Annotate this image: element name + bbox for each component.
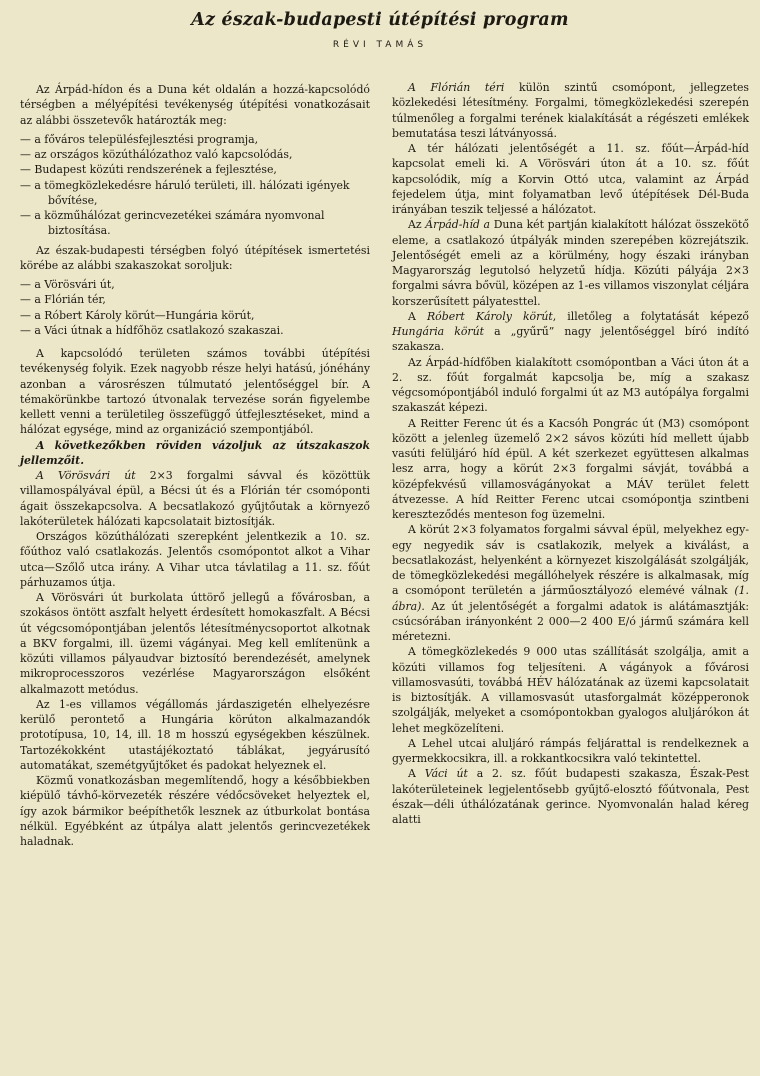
paragraph: Az 1-es villamos végállomás járdaszigetén elhelyezésre kerülő perontető a Hungária körúton alkalmazandók prototípusa, 10, 14, ill. 18 m hosszú egységekben készülnek. Tartozékokként utastájékoztató táblákat, jegyárusító automatákat, szemétgyűjtőket és padokat helyeznek el. (20, 697, 370, 772)
paragraph-emphasis: A következőkben röviden vázoljuk az útszakaszok jellemzőit. (20, 438, 370, 467)
paragraph: Az Árpád-hídfőben kialakított csomópontban a Váci úton át a 2. sz. főút forgalmát kapcsolja be, míg a szakasz végcsomópontjából induló forgalmi út az M3 autópálya forgalmi szakaszát képezi. (392, 355, 749, 415)
list-item: — a Róbert Károly körút—Hungária körút, (20, 308, 255, 322)
list-item: — a közműhálózat gerincvezetékei számára nyomvonal biztosítása. (20, 209, 325, 238)
list-item: — a Flórián tér, (20, 293, 106, 307)
paragraph: A tömegközlekedés 9 000 utas szállítását szolgálja, amit a közúti villamos fog teljesíteni. A vágányok a fővárosi villamosvasúti, továbbá HÉV hálózatának az üzemi kapcsolatait is biztosítják. A villamosvasút utasforgalmát középperonok szolgálják, melyeket a csomópontokban gyalogos aluljárókon át lehet megközelíteni. (392, 645, 749, 735)
section-lead: Hungária körút (392, 325, 485, 338)
article-title: Az észak-budapesti útépítési program (191, 10, 569, 30)
paragraph: A kapcsolódó területen számos további útépítési tevékenység folyik. Ezek nagyobb része helyi hatású, jónéhány azonban a városrészen túlmutató jelentőséggel bír. A témakörünkbe tartozó útvonalak tervezése során figyelembe kellett venni a területileg összefüggő útfejlesztéseket, mind a hálózat egysége, mind az organizáció szempontjából. (20, 347, 370, 437)
paragraph: A Vörösvári út burkolata úttörő jellegű a fővárosban, a szokásos öntött aszfalt helyett érdesített homokaszfalt. A Bécsi út végcsomópontjában jelentős létesítménycsoportot alkotnak a BKV forgalmi, ill. üzemi vágányai. Meg kell említenünk a közúti villamos pályaudvar biztosító berendezését, amelynek mikroprocesszoros vezérlése Magyarországon elsőként alkalmazott metódus. (20, 591, 370, 696)
list-item: — az országos közúthálózathoz való kapcsolódás, (20, 148, 293, 161)
paragraph: Az észak-budapesti térségben folyó útépítések ismertetési körébe az alábbi szakaszokat soroljuk: (20, 243, 370, 272)
paragraph: Közmű vonatkozásban megemlítendő, hogy a későbbiekben kiépülő távhő-körvezeték részére védőcsöveket helyeztek el, így azok bármikor beépíthetők lesznek az útburkolat bontása nélkül. Egyébként az útpálya alatt jelentős gerincvezetékek haladnak. (20, 774, 370, 848)
list-item: — Budapest közúti rendszerének a fejlesztése, (20, 163, 277, 177)
section-lead: Árpád-híd a (425, 218, 491, 232)
paragraph: A Vörösvári út 2×3 forgalmi sávval és közöttük villamospályával épül, a Bécsi út és a Flórián tér csomóponti ágait összekapcsolva. A becsatlakozó gyűjtőutak a környező lakóterületek hálózati kapcsolatait biztosítják. (20, 469, 370, 528)
paragraph: A tér hálózati jelentőségét a 11. sz. főút—Árpád-híd kapcsolat emeli ki. A Vörösvári úton át a 10. sz. főút kapcsolódik, míg a Korvin Ottó utca, valamint az Árpád fejedelem útja, mint folyamatban levő útépítések Dél-Buda irányában teszik teljessé a hálózatot. (392, 142, 749, 216)
paragraph: A Lehel utcai aluljáró rámpás feljárattal is rendelkeznek a gyermekkocsikra, ill. a rokkantkocsikra való tekintettel. (392, 736, 749, 765)
section-lead: A Flórián téri (408, 81, 505, 94)
paragraph: A Flórián téri külön szintű csomópont, jellegzetes közlekedési létesítmény. Forgalmi, tömegközlekedési szerepén túlmenőleg a forgalmi terének kialakítását a régészeti emlékek bemutatása teszi látványossá. (392, 81, 749, 140)
paragraph: A körút 2×3 folyamatos forgalmi sávval épül, melyekhez egy-egy negyedik sáv is csatlakozik, melyek a kiválást, a becsatlakozást, helyenként a környezet kiszolgálását szolgálják, de tömegközlekedési megállóhelyek részére is alkalmasak, míg a csomópont területén a járműosztályozó elemévé válnak (1. ábra). Az út jelentőségét a forgalmi adatok is alátámasztják: csúcsórában irányonként 2 000—2 400 E/ó jármű számára kell méretezni. (392, 523, 749, 643)
paragraph: A Váci út a 2. sz. főút budapesti szakasza, Észak-Pest lakóterületeinek legjelentősebb gyűjtő-elosztó főútvonala, Pest észak—déli úthálózatának gerince. Nyomvonalán halad kéreg alatti (392, 767, 749, 826)
paragraph: Az Árpád-híd a Duna két partján kialakított hálózat összekötő eleme, a csatlakozó útpályák minden szerepében közrejátszik. Jelentőségét emeli az a körülmény, hogy északi irányban Magyarország legutolsó helyzetű hídja. Közúti pályája 2×3 forgalmi sávra bővül, középen az 1-es villamos viszonylat céljára korszerűsített pályatesttel. (392, 218, 749, 308)
list-item: — a tömegközlekedésre háruló területi, ill. hálózati igények bővítése, (20, 178, 350, 207)
section-lead: A Vörösvári út (36, 469, 136, 482)
paragraph: Országos közúthálózati szerepként jelentkezik a 10. sz. főúthoz való csatlakozás. Jelentős csomópontot alkot a Vihar utca—Szőlő utca irány. A Vihar utca távlatilag a 11. sz. főút párhuzamos útja. (20, 530, 370, 589)
right-column (392, 80, 749, 827)
list-item: — a Váci útnak a hídfőhöz csatlakozó szakaszai. (20, 323, 284, 337)
list-item: — a Vörösvári út, (20, 278, 115, 291)
figure-reference: (1. ábra) (392, 584, 749, 613)
section-lead: Váci út (424, 767, 468, 781)
left-column (20, 82, 370, 849)
section-lead: Róbert Károly körút (426, 309, 553, 323)
paragraph: A Róbert Károly körút, illetőleg a folytatását képező Hungária körút a „gyűrű” nagy jelentőséggel bíró indító szakasza. (392, 309, 750, 354)
article-author: RÉVI TAMÁS (332, 40, 428, 50)
list-item: — a főváros településfejlesztési programja, (20, 132, 259, 146)
paragraph: Az Árpád-hídon és a Duna két oldalán a hozzá-kapcsolódó térségben a mélyépítési tevékenység útépítési vonatkozásait az alábbi összetevők határozták meg: (20, 83, 370, 127)
paragraph: A Reitter Ferenc út és a Kacsóh Pongrác út (M3) csomópont között a jelenleg üzemelő 2×2 sávos közúti híd mellett újabb vasúti felüljáró híd épül. A két szerkezet együttesen alkalmas lesz arra, hogy a körút 2×3 forgalmi sávját, továbbá a középfekvésű villamosvágányokat a MÁV terület felett átvezesse. A híd Reitter Ferenc utcai csomópontja szintbeni kereszteződés menteson fog üzemelni. (392, 416, 749, 521)
